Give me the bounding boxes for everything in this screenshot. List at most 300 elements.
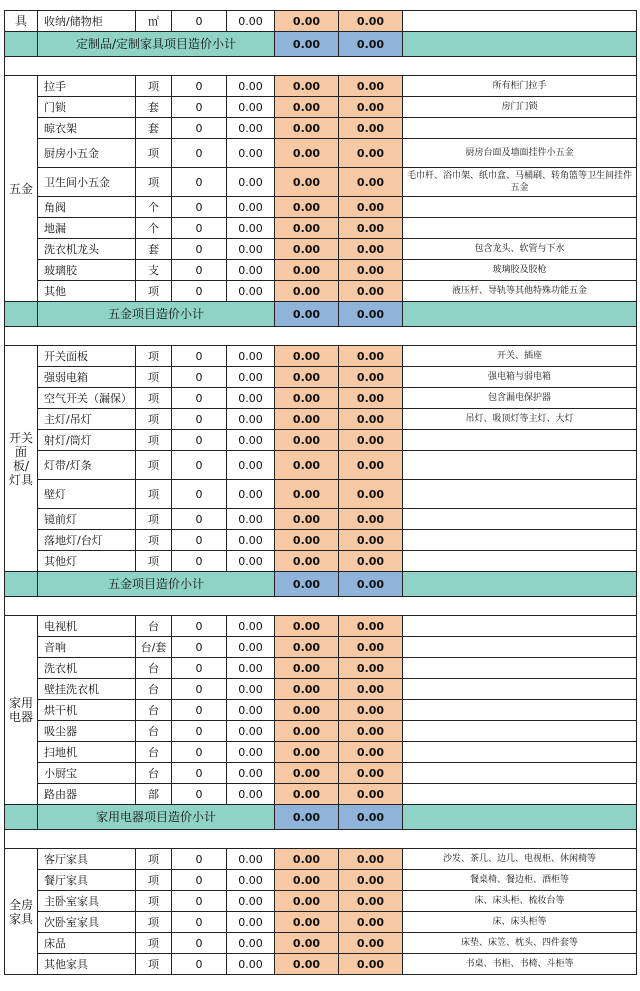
item-price[interactable]: 0.00 bbox=[227, 346, 275, 367]
item-name[interactable]: 卫生间小五金 bbox=[38, 168, 136, 197]
item-price[interactable]: 0.00 bbox=[227, 658, 275, 679]
table-row bbox=[5, 784, 637, 805]
item-qty[interactable]: 0 bbox=[172, 870, 227, 891]
item-price[interactable]: 0.00 bbox=[227, 168, 275, 197]
item-name[interactable]: 客厅家具 bbox=[38, 849, 136, 870]
item-amount[interactable]: 0.00 bbox=[275, 388, 339, 409]
item-qty[interactable]: 0 bbox=[172, 239, 227, 260]
item-price[interactable]: 0.00 bbox=[227, 197, 275, 218]
item-amount[interactable]: 0.00 bbox=[275, 616, 339, 637]
item-name[interactable]: 餐厅家具 bbox=[38, 870, 136, 891]
item-unit[interactable]: 项 bbox=[136, 891, 172, 912]
item-qty[interactable]: 0 bbox=[172, 346, 227, 367]
item-qty[interactable]: 0 bbox=[172, 76, 227, 97]
item-amount-2[interactable]: 0.00 bbox=[339, 239, 403, 260]
item-price[interactable]: 0.00 bbox=[227, 616, 275, 637]
item-qty[interactable]: 0 bbox=[172, 97, 227, 118]
item-amount[interactable]: 0.00 bbox=[275, 197, 339, 218]
item-qty[interactable]: 0 bbox=[172, 742, 227, 763]
item-amount-2[interactable]: 0.00 bbox=[339, 679, 403, 700]
item-qty[interactable]: 0 bbox=[172, 912, 227, 933]
item-price[interactable]: 0.00 bbox=[227, 239, 275, 260]
item-name[interactable]: 其他 bbox=[38, 281, 136, 302]
item-unit[interactable]: 项 bbox=[136, 409, 172, 430]
item-amount-2[interactable]: 0.00 bbox=[339, 430, 403, 451]
table-row bbox=[5, 637, 637, 658]
item-name[interactable]: 射灯/筒灯 bbox=[38, 430, 136, 451]
item-note[interactable]: 床、床头柜等 bbox=[403, 912, 637, 933]
spacer-row bbox=[5, 327, 637, 346]
item-amount[interactable]: 0.00 bbox=[275, 637, 339, 658]
item-qty[interactable]: 0 bbox=[172, 637, 227, 658]
item-qty[interactable]: 0 bbox=[172, 933, 227, 954]
item-note[interactable] bbox=[403, 11, 637, 32]
item-amount[interactable]: 0.00 bbox=[275, 409, 339, 430]
item-amount-2[interactable]: 0.00 bbox=[339, 509, 403, 530]
item-price[interactable]: 0.00 bbox=[227, 11, 275, 32]
item-qty[interactable]: 0 bbox=[172, 430, 227, 451]
item-name[interactable]: 电视机 bbox=[38, 616, 136, 637]
item-name[interactable]: 玻璃胶 bbox=[38, 260, 136, 281]
item-qty[interactable]: 0 bbox=[172, 784, 227, 805]
item-amount[interactable]: 0.00 bbox=[275, 76, 339, 97]
item-note[interactable]: 毛巾杆、浴巾架、纸巾盒、马桶刷、转角篮等卫生间挂件五金 bbox=[403, 168, 637, 197]
item-note[interactable]: 房门门锁 bbox=[403, 97, 637, 118]
item-unit[interactable]: 台 bbox=[136, 763, 172, 784]
item-unit[interactable]: 台 bbox=[136, 679, 172, 700]
item-qty[interactable]: 0 bbox=[172, 658, 227, 679]
item-amount-2[interactable]: 0.00 bbox=[339, 742, 403, 763]
item-unit[interactable]: 项 bbox=[136, 168, 172, 197]
item-unit[interactable]: 台/套 bbox=[136, 637, 172, 658]
item-amount[interactable]: 0.00 bbox=[275, 168, 339, 197]
item-qty[interactable]: 0 bbox=[172, 260, 227, 281]
item-unit[interactable]: 台 bbox=[136, 616, 172, 637]
item-unit[interactable]: 台 bbox=[136, 700, 172, 721]
item-note[interactable] bbox=[403, 700, 637, 721]
item-price[interactable]: 0.00 bbox=[227, 260, 275, 281]
item-unit[interactable]: 套 bbox=[136, 97, 172, 118]
item-amount-2[interactable]: 0.00 bbox=[339, 346, 403, 367]
item-amount[interactable]: 0.00 bbox=[275, 218, 339, 239]
table-row bbox=[5, 933, 637, 954]
item-unit[interactable]: 项 bbox=[136, 912, 172, 933]
item-name[interactable]: 镜前灯 bbox=[38, 509, 136, 530]
item-price[interactable]: 0.00 bbox=[227, 551, 275, 572]
item-price[interactable]: 0.00 bbox=[227, 509, 275, 530]
item-unit[interactable]: 项 bbox=[136, 530, 172, 551]
item-qty[interactable]: 0 bbox=[172, 616, 227, 637]
item-unit[interactable]: 台 bbox=[136, 742, 172, 763]
item-unit[interactable]: 部 bbox=[136, 784, 172, 805]
item-name[interactable]: 门锁 bbox=[38, 97, 136, 118]
table-row bbox=[5, 97, 637, 118]
item-note[interactable] bbox=[403, 658, 637, 679]
hardware-section bbox=[5, 76, 637, 327]
table-row bbox=[5, 480, 637, 509]
item-note[interactable] bbox=[403, 763, 637, 784]
item-name[interactable]: 拉手 bbox=[38, 76, 136, 97]
item-note[interactable] bbox=[403, 784, 637, 805]
item-amount[interactable]: 0.00 bbox=[275, 891, 339, 912]
item-qty[interactable]: 0 bbox=[172, 139, 227, 168]
item-price[interactable]: 0.00 bbox=[227, 849, 275, 870]
item-note[interactable]: 强电箱与弱电箱 bbox=[403, 367, 637, 388]
table-row bbox=[5, 551, 637, 572]
item-qty[interactable]: 0 bbox=[172, 700, 227, 721]
subtotal-value-2: 0.00 bbox=[339, 805, 403, 830]
item-price[interactable]: 0.00 bbox=[227, 480, 275, 509]
item-amount[interactable]: 0.00 bbox=[275, 430, 339, 451]
item-name[interactable]: 主卧室家具 bbox=[38, 891, 136, 912]
item-unit[interactable]: 套 bbox=[136, 118, 172, 139]
item-amount-2[interactable]: 0.00 bbox=[339, 218, 403, 239]
item-unit[interactable]: 项 bbox=[136, 870, 172, 891]
item-price[interactable]: 0.00 bbox=[227, 218, 275, 239]
item-amount[interactable]: 0.00 bbox=[275, 480, 339, 509]
item-qty[interactable]: 0 bbox=[172, 11, 227, 32]
item-unit[interactable]: 项 bbox=[136, 388, 172, 409]
item-amount-2[interactable]: 0.00 bbox=[339, 139, 403, 168]
table-row bbox=[5, 139, 637, 168]
table-row bbox=[5, 509, 637, 530]
item-price[interactable]: 0.00 bbox=[227, 700, 275, 721]
table-row bbox=[5, 891, 637, 912]
table-row bbox=[5, 260, 637, 281]
item-unit[interactable]: 项 bbox=[136, 933, 172, 954]
item-unit[interactable]: 项 bbox=[136, 954, 172, 975]
item-note[interactable] bbox=[403, 616, 637, 637]
item-note[interactable]: 包含龙头、软管与下水 bbox=[403, 239, 637, 260]
item-unit[interactable]: 套 bbox=[136, 239, 172, 260]
item-amount[interactable]: 0.00 bbox=[275, 260, 339, 281]
item-price[interactable]: 0.00 bbox=[227, 679, 275, 700]
item-note[interactable]: 沙发、茶几、边几、电视柜、休闲椅等 bbox=[403, 849, 637, 870]
item-price[interactable]: 0.00 bbox=[227, 118, 275, 139]
item-name[interactable]: 地漏 bbox=[38, 218, 136, 239]
item-amount-2[interactable]: 0.00 bbox=[339, 480, 403, 509]
subtotal-value-2: 0.00 bbox=[339, 32, 403, 57]
item-name[interactable]: 角阀 bbox=[38, 197, 136, 218]
subtotal-label: 五金项目造价小计 bbox=[38, 572, 275, 597]
item-name[interactable]: 其他家具 bbox=[38, 954, 136, 975]
item-price[interactable]: 0.00 bbox=[227, 76, 275, 97]
item-amount-2[interactable]: 0.00 bbox=[339, 451, 403, 480]
subtotal-row bbox=[5, 805, 637, 830]
item-amount-2[interactable]: 0.00 bbox=[339, 260, 403, 281]
table-row bbox=[5, 742, 637, 763]
item-qty[interactable]: 0 bbox=[172, 891, 227, 912]
item-unit[interactable]: 个 bbox=[136, 218, 172, 239]
item-note[interactable] bbox=[403, 451, 637, 480]
item-amount[interactable]: 0.00 bbox=[275, 849, 339, 870]
item-note[interactable] bbox=[403, 118, 637, 139]
item-name[interactable]: 吸尘器 bbox=[38, 721, 136, 742]
item-note[interactable]: 书桌、书柜、书椅、斗柜等 bbox=[403, 954, 637, 975]
item-unit[interactable]: 台 bbox=[136, 658, 172, 679]
item-name[interactable]: 开关面板 bbox=[38, 346, 136, 367]
item-amount-2[interactable]: 0.00 bbox=[339, 530, 403, 551]
item-unit[interactable]: 项 bbox=[136, 509, 172, 530]
item-note[interactable] bbox=[403, 721, 637, 742]
item-amount[interactable]: 0.00 bbox=[275, 239, 339, 260]
item-qty[interactable]: 0 bbox=[172, 763, 227, 784]
item-amount-2[interactable]: 0.00 bbox=[339, 870, 403, 891]
item-amount-2[interactable]: 0.00 bbox=[339, 637, 403, 658]
item-note[interactable]: 床、床头柜、梳妆台等 bbox=[403, 891, 637, 912]
table-row bbox=[5, 849, 637, 870]
item-unit[interactable]: 项 bbox=[136, 480, 172, 509]
item-name[interactable]: 壁挂洗衣机 bbox=[38, 679, 136, 700]
item-note[interactable]: 液压杆、导轨等其他特殊功能五金 bbox=[403, 281, 637, 302]
item-amount-2[interactable]: 0.00 bbox=[339, 367, 403, 388]
item-amount[interactable]: 0.00 bbox=[275, 721, 339, 742]
item-amount[interactable]: 0.00 bbox=[275, 679, 339, 700]
item-name[interactable]: 落地灯/台灯 bbox=[38, 530, 136, 551]
item-amount-2[interactable]: 0.00 bbox=[339, 954, 403, 975]
table-row bbox=[5, 346, 637, 367]
item-name[interactable]: 灯带/灯条 bbox=[38, 451, 136, 480]
item-note[interactable]: 厨房台面及墙面挂件小五金 bbox=[403, 139, 637, 168]
item-amount[interactable]: 0.00 bbox=[275, 912, 339, 933]
item-price[interactable]: 0.00 bbox=[227, 388, 275, 409]
item-unit[interactable]: 项 bbox=[136, 281, 172, 302]
item-amount[interactable]: 0.00 bbox=[275, 763, 339, 784]
item-price[interactable]: 0.00 bbox=[227, 97, 275, 118]
item-amount-2[interactable]: 0.00 bbox=[339, 551, 403, 572]
item-price[interactable]: 0.00 bbox=[227, 763, 275, 784]
item-note[interactable]: 包含漏电保护器 bbox=[403, 388, 637, 409]
item-name[interactable]: 洗衣机龙头 bbox=[38, 239, 136, 260]
item-amount-2[interactable]: 0.00 bbox=[339, 763, 403, 784]
item-name[interactable]: 小厨宝 bbox=[38, 763, 136, 784]
item-unit[interactable]: 项 bbox=[136, 76, 172, 97]
item-name[interactable]: 主灯/吊灯 bbox=[38, 409, 136, 430]
item-qty[interactable]: 0 bbox=[172, 118, 227, 139]
item-qty[interactable]: 0 bbox=[172, 530, 227, 551]
item-qty[interactable]: 0 bbox=[172, 197, 227, 218]
item-note[interactable] bbox=[403, 551, 637, 572]
item-price[interactable]: 0.00 bbox=[227, 933, 275, 954]
item-amount-2[interactable]: 0.00 bbox=[339, 118, 403, 139]
item-note[interactable]: 吊灯、吸顶灯等主灯、大灯 bbox=[403, 409, 637, 430]
item-amount[interactable]: 0.00 bbox=[275, 658, 339, 679]
table-row bbox=[5, 11, 637, 32]
subtotal-label: 家用电器项目造价小计 bbox=[38, 805, 275, 830]
furniture-section bbox=[5, 849, 637, 975]
item-qty[interactable]: 0 bbox=[172, 480, 227, 509]
item-unit[interactable]: 项 bbox=[136, 430, 172, 451]
item-amount[interactable]: 0.00 bbox=[275, 367, 339, 388]
item-amount-2[interactable]: 0.00 bbox=[339, 281, 403, 302]
item-price[interactable]: 0.00 bbox=[227, 742, 275, 763]
item-amount[interactable]: 0.00 bbox=[275, 139, 339, 168]
item-unit[interactable]: 支 bbox=[136, 260, 172, 281]
item-amount[interactable]: 0.00 bbox=[275, 933, 339, 954]
item-qty[interactable]: 0 bbox=[172, 721, 227, 742]
item-name[interactable]: 洗衣机 bbox=[38, 658, 136, 679]
item-price[interactable]: 0.00 bbox=[227, 139, 275, 168]
item-qty[interactable]: 0 bbox=[172, 954, 227, 975]
item-unit[interactable]: 项 bbox=[136, 139, 172, 168]
item-qty[interactable]: 0 bbox=[172, 849, 227, 870]
item-amount-2[interactable]: 0.00 bbox=[339, 721, 403, 742]
item-name[interactable]: 扫地机 bbox=[38, 742, 136, 763]
item-amount[interactable]: 0.00 bbox=[275, 700, 339, 721]
subtotal-cell bbox=[403, 302, 637, 327]
item-amount[interactable]: 0.00 bbox=[275, 118, 339, 139]
item-unit[interactable]: 项 bbox=[136, 346, 172, 367]
item-note[interactable]: 开关、插座 bbox=[403, 346, 637, 367]
subtotal-value: 0.00 bbox=[275, 805, 339, 830]
item-note[interactable]: 玻璃胶及胶枪 bbox=[403, 260, 637, 281]
item-qty[interactable]: 0 bbox=[172, 679, 227, 700]
item-qty[interactable]: 0 bbox=[172, 509, 227, 530]
subtotal-value: 0.00 bbox=[275, 302, 339, 327]
table-row bbox=[5, 954, 637, 975]
table-row bbox=[5, 168, 637, 197]
table-row bbox=[5, 218, 637, 239]
subtotal-cell bbox=[5, 805, 38, 830]
item-qty[interactable]: 0 bbox=[172, 409, 227, 430]
item-amount[interactable]: 0.00 bbox=[275, 346, 339, 367]
item-amount[interactable]: 0.00 bbox=[275, 870, 339, 891]
item-note[interactable]: 所有柜门拉手 bbox=[403, 76, 637, 97]
item-price[interactable]: 0.00 bbox=[227, 281, 275, 302]
subtotal-row bbox=[5, 572, 637, 597]
category-label: 五金 bbox=[5, 76, 38, 302]
item-amount[interactable]: 0.00 bbox=[275, 97, 339, 118]
item-amount-2[interactable]: 0.00 bbox=[339, 616, 403, 637]
item-amount-2[interactable]: 0.00 bbox=[339, 11, 403, 32]
item-note[interactable] bbox=[403, 197, 637, 218]
budget-table bbox=[4, 10, 637, 975]
item-name[interactable]: 晾衣架 bbox=[38, 118, 136, 139]
item-unit[interactable]: 项 bbox=[136, 849, 172, 870]
table-row bbox=[5, 430, 637, 451]
table-row bbox=[5, 721, 637, 742]
item-qty[interactable]: 0 bbox=[172, 388, 227, 409]
item-amount-2[interactable]: 0.00 bbox=[339, 891, 403, 912]
item-note[interactable]: 餐桌椅、餐边柜、酒柜等 bbox=[403, 870, 637, 891]
item-amount-2[interactable]: 0.00 bbox=[339, 784, 403, 805]
item-name[interactable]: 空气开关（漏保） bbox=[38, 388, 136, 409]
item-price[interactable]: 0.00 bbox=[227, 367, 275, 388]
item-amount-2[interactable]: 0.00 bbox=[339, 849, 403, 870]
item-price[interactable]: 0.00 bbox=[227, 451, 275, 480]
item-amount[interactable]: 0.00 bbox=[275, 530, 339, 551]
item-note[interactable] bbox=[403, 679, 637, 700]
item-note[interactable] bbox=[403, 480, 637, 509]
item-amount[interactable]: 0.00 bbox=[275, 11, 339, 32]
item-name[interactable]: 路由器 bbox=[38, 784, 136, 805]
table-row bbox=[5, 616, 637, 637]
table-row bbox=[5, 763, 637, 784]
subtotal-cell bbox=[5, 572, 38, 597]
item-amount[interactable]: 0.00 bbox=[275, 742, 339, 763]
item-note[interactable] bbox=[403, 637, 637, 658]
item-price[interactable]: 0.00 bbox=[227, 954, 275, 975]
spacer-row bbox=[5, 57, 637, 76]
item-amount[interactable]: 0.00 bbox=[275, 551, 339, 572]
item-name[interactable]: 烘干机 bbox=[38, 700, 136, 721]
item-note[interactable] bbox=[403, 742, 637, 763]
item-amount-2[interactable]: 0.00 bbox=[339, 700, 403, 721]
item-note[interactable]: 床垫、床笠、枕头、四件套等 bbox=[403, 933, 637, 954]
item-name[interactable]: 厨房小五金 bbox=[38, 139, 136, 168]
item-amount-2[interactable]: 0.00 bbox=[339, 933, 403, 954]
item-price[interactable]: 0.00 bbox=[227, 784, 275, 805]
item-amount[interactable]: 0.00 bbox=[275, 509, 339, 530]
table-row bbox=[5, 239, 637, 260]
item-note[interactable] bbox=[403, 509, 637, 530]
subtotal-label: 定制品/定制家具项目造价小计 bbox=[38, 32, 275, 57]
item-price[interactable]: 0.00 bbox=[227, 912, 275, 933]
item-note[interactable] bbox=[403, 218, 637, 239]
item-unit[interactable]: 项 bbox=[136, 551, 172, 572]
item-amount-2[interactable]: 0.00 bbox=[339, 912, 403, 933]
item-name[interactable]: 床品 bbox=[38, 933, 136, 954]
item-unit[interactable]: 项 bbox=[136, 367, 172, 388]
table-row bbox=[5, 912, 637, 933]
category-label: 家用电器 bbox=[5, 616, 38, 805]
item-name[interactable]: 收纳/储物柜 bbox=[38, 11, 136, 32]
item-amount-2[interactable]: 0.00 bbox=[339, 388, 403, 409]
item-price[interactable]: 0.00 bbox=[227, 430, 275, 451]
spacer-row bbox=[5, 597, 637, 616]
item-price[interactable]: 0.00 bbox=[227, 530, 275, 551]
item-note[interactable] bbox=[403, 430, 637, 451]
appliances-section bbox=[5, 616, 637, 830]
item-unit[interactable]: 项 bbox=[136, 451, 172, 480]
item-name[interactable]: 其他灯 bbox=[38, 551, 136, 572]
item-amount[interactable]: 0.00 bbox=[275, 451, 339, 480]
item-qty[interactable]: 0 bbox=[172, 451, 227, 480]
item-amount-2[interactable]: 0.00 bbox=[339, 168, 403, 197]
item-name[interactable]: 音响 bbox=[38, 637, 136, 658]
item-unit[interactable]: 个 bbox=[136, 197, 172, 218]
item-amount[interactable]: 0.00 bbox=[275, 954, 339, 975]
item-amount-2[interactable]: 0.00 bbox=[339, 409, 403, 430]
item-amount-2[interactable]: 0.00 bbox=[339, 76, 403, 97]
item-price[interactable]: 0.00 bbox=[227, 409, 275, 430]
item-amount-2[interactable]: 0.00 bbox=[339, 97, 403, 118]
item-qty[interactable]: 0 bbox=[172, 367, 227, 388]
item-price[interactable]: 0.00 bbox=[227, 637, 275, 658]
item-price[interactable]: 0.00 bbox=[227, 891, 275, 912]
item-qty[interactable]: 0 bbox=[172, 281, 227, 302]
item-name[interactable]: 壁灯 bbox=[38, 480, 136, 509]
item-qty[interactable]: 0 bbox=[172, 168, 227, 197]
item-price[interactable]: 0.00 bbox=[227, 870, 275, 891]
table-row bbox=[5, 281, 637, 302]
subtotal-label: 五金项目造价小计 bbox=[38, 302, 275, 327]
item-unit[interactable]: ㎡ bbox=[136, 11, 172, 32]
item-price[interactable]: 0.00 bbox=[227, 721, 275, 742]
item-amount[interactable]: 0.00 bbox=[275, 784, 339, 805]
item-amount[interactable]: 0.00 bbox=[275, 281, 339, 302]
item-note[interactable] bbox=[403, 530, 637, 551]
table-row bbox=[5, 118, 637, 139]
item-name[interactable]: 次卧室家具 bbox=[38, 912, 136, 933]
item-qty[interactable]: 0 bbox=[172, 218, 227, 239]
spacer-row bbox=[5, 830, 637, 849]
item-amount-2[interactable]: 0.00 bbox=[339, 658, 403, 679]
item-name[interactable]: 强弱电箱 bbox=[38, 367, 136, 388]
item-unit[interactable]: 台 bbox=[136, 721, 172, 742]
item-qty[interactable]: 0 bbox=[172, 551, 227, 572]
item-amount-2[interactable]: 0.00 bbox=[339, 197, 403, 218]
